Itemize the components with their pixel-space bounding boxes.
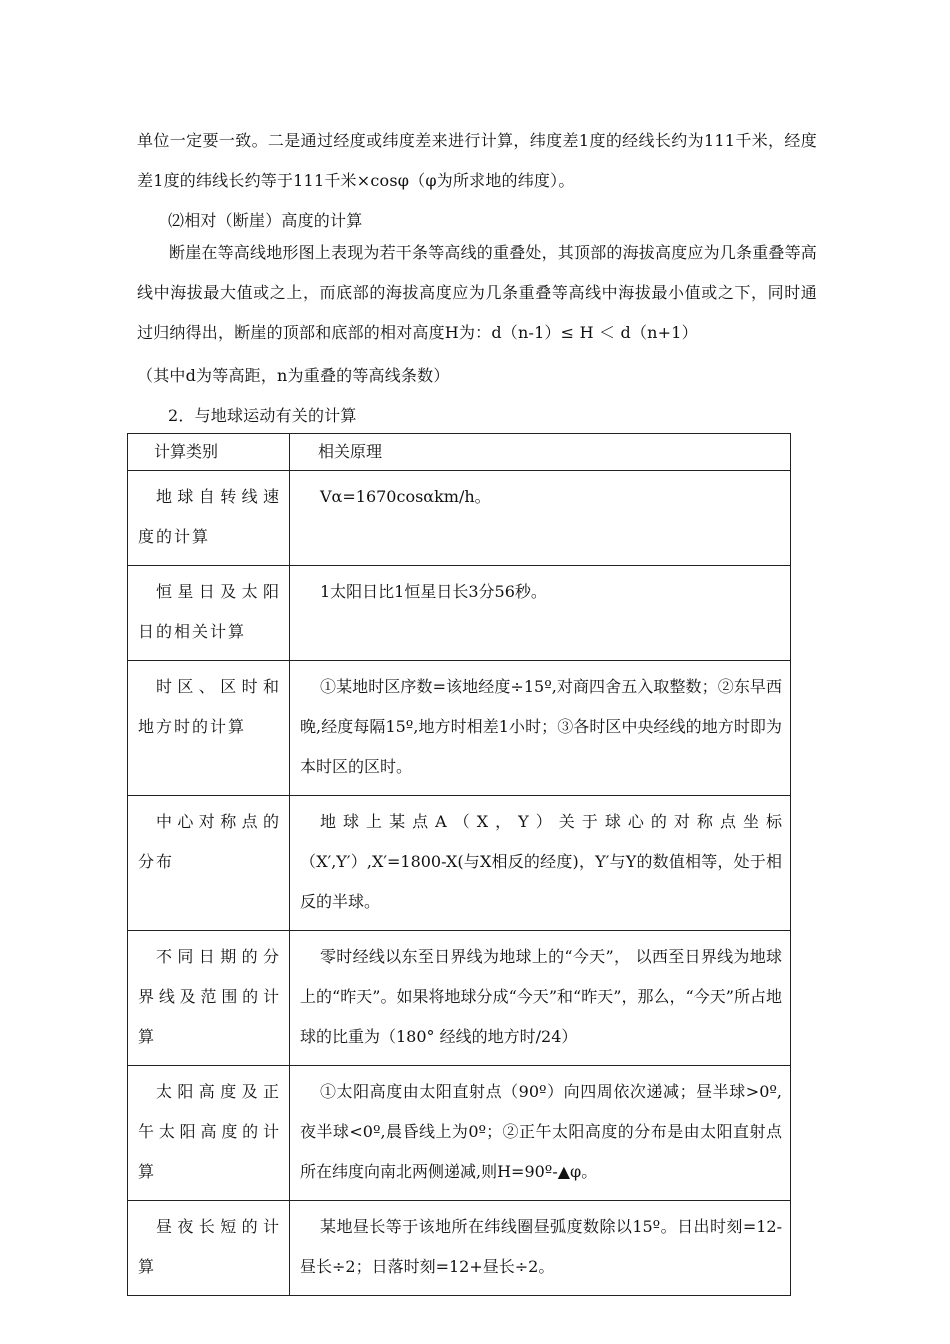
header-category: 计算类别 [128, 434, 290, 471]
row-category: 中心对称点的分布 [128, 796, 290, 931]
table-header-row [128, 434, 791, 471]
table-row [128, 661, 791, 796]
row-category: 昼夜长短的计算 [128, 1201, 290, 1296]
table-row [128, 471, 791, 566]
row-principle: 1太阳日比1恒星日长3分56秒。 [290, 566, 791, 661]
table-row [128, 566, 791, 661]
header-principle: 相关原理 [290, 434, 791, 471]
subheading-relative-height: ⑵相对（断崖）高度的计算 [168, 211, 363, 230]
row-principle: 某地昼长等于该地所在纬线圈昼弧度数除以15º。日出时刻=12-昼长÷2；日落时刻=12+昼长÷2。 [290, 1201, 791, 1296]
paragraph-latitude-longitude-distance: 单位一定要一致。二是通过经度或纬度差来进行计算，纬度差1度的经线长约为111千米，经度差1度的纬线长约等于111千米×cosφ（φ为所求地的纬度）。 [137, 131, 817, 190]
row-principle: ①太阳高度由太阳直射点（90º）向四周依次递减；昼半球>0º,夜半球<0º,晨昏线上为0º；②正午太阳高度的分布是由太阳直射点所在纬度向南北两侧递减,则H=90º-▲φ。 [290, 1066, 791, 1201]
table-row [128, 1201, 791, 1296]
row-principle: 地球上某点A（X，Y）关于球心的对称点坐标（X′,Y′）,X′=1800-X(与X相反的经度)，Y′与Y的数值相等，处于相反的半球。 [290, 796, 791, 931]
row-category: 地球自转线速度的计算 [128, 471, 290, 566]
table-row [128, 796, 791, 931]
paragraph-cliff-note: （其中d为等高距，n为重叠的等高线条数） [137, 366, 450, 385]
row-principle: ①某地时区序数=该地经度÷15º,对商四舍五入取整数；②东早西晚,经度每隔15º,地方时相差1小时；③各时区中央经线的地方时即为本时区的区时。 [290, 661, 791, 796]
table-row [128, 1066, 791, 1201]
row-category: 恒星日及太阳日的相关计算 [128, 566, 290, 661]
row-principle: Vα=1670cosαkm/h。 [290, 471, 791, 566]
section-heading-earth-motion: 2．与地球运动有关的计算 [168, 406, 357, 425]
earth-motion-calculation-table [127, 433, 791, 1296]
paragraph-cliff-height: 断崖在等高线地形图上表现为若干条等高线的重叠处，其顶部的海拔高度应为几条重叠等高线中海拔最大值或之上，而底部的海拔高度应为几条重叠等高线中海拔最小值或之下，同时通过归纳得出，断崖的顶部和底部的相对高度H为：d（n-1）≤ H ＜ d（n+1） [137, 243, 818, 342]
table-row [128, 931, 791, 1066]
row-principle: 零时经线以东至日界线为地球上的“今天”， 以西至日界线为地球上的“昨天”。如果将地球分成“今天”和“昨天”，那么，“今天”所占地球的比重为（180° 经线的地方时/24） [290, 931, 791, 1066]
row-category: 时区、区时和地方时的计算 [128, 661, 290, 796]
row-category: 不同日期的分界线及范围的计算 [128, 931, 290, 1066]
row-category: 太阳高度及正午太阳高度的计算 [128, 1066, 290, 1201]
